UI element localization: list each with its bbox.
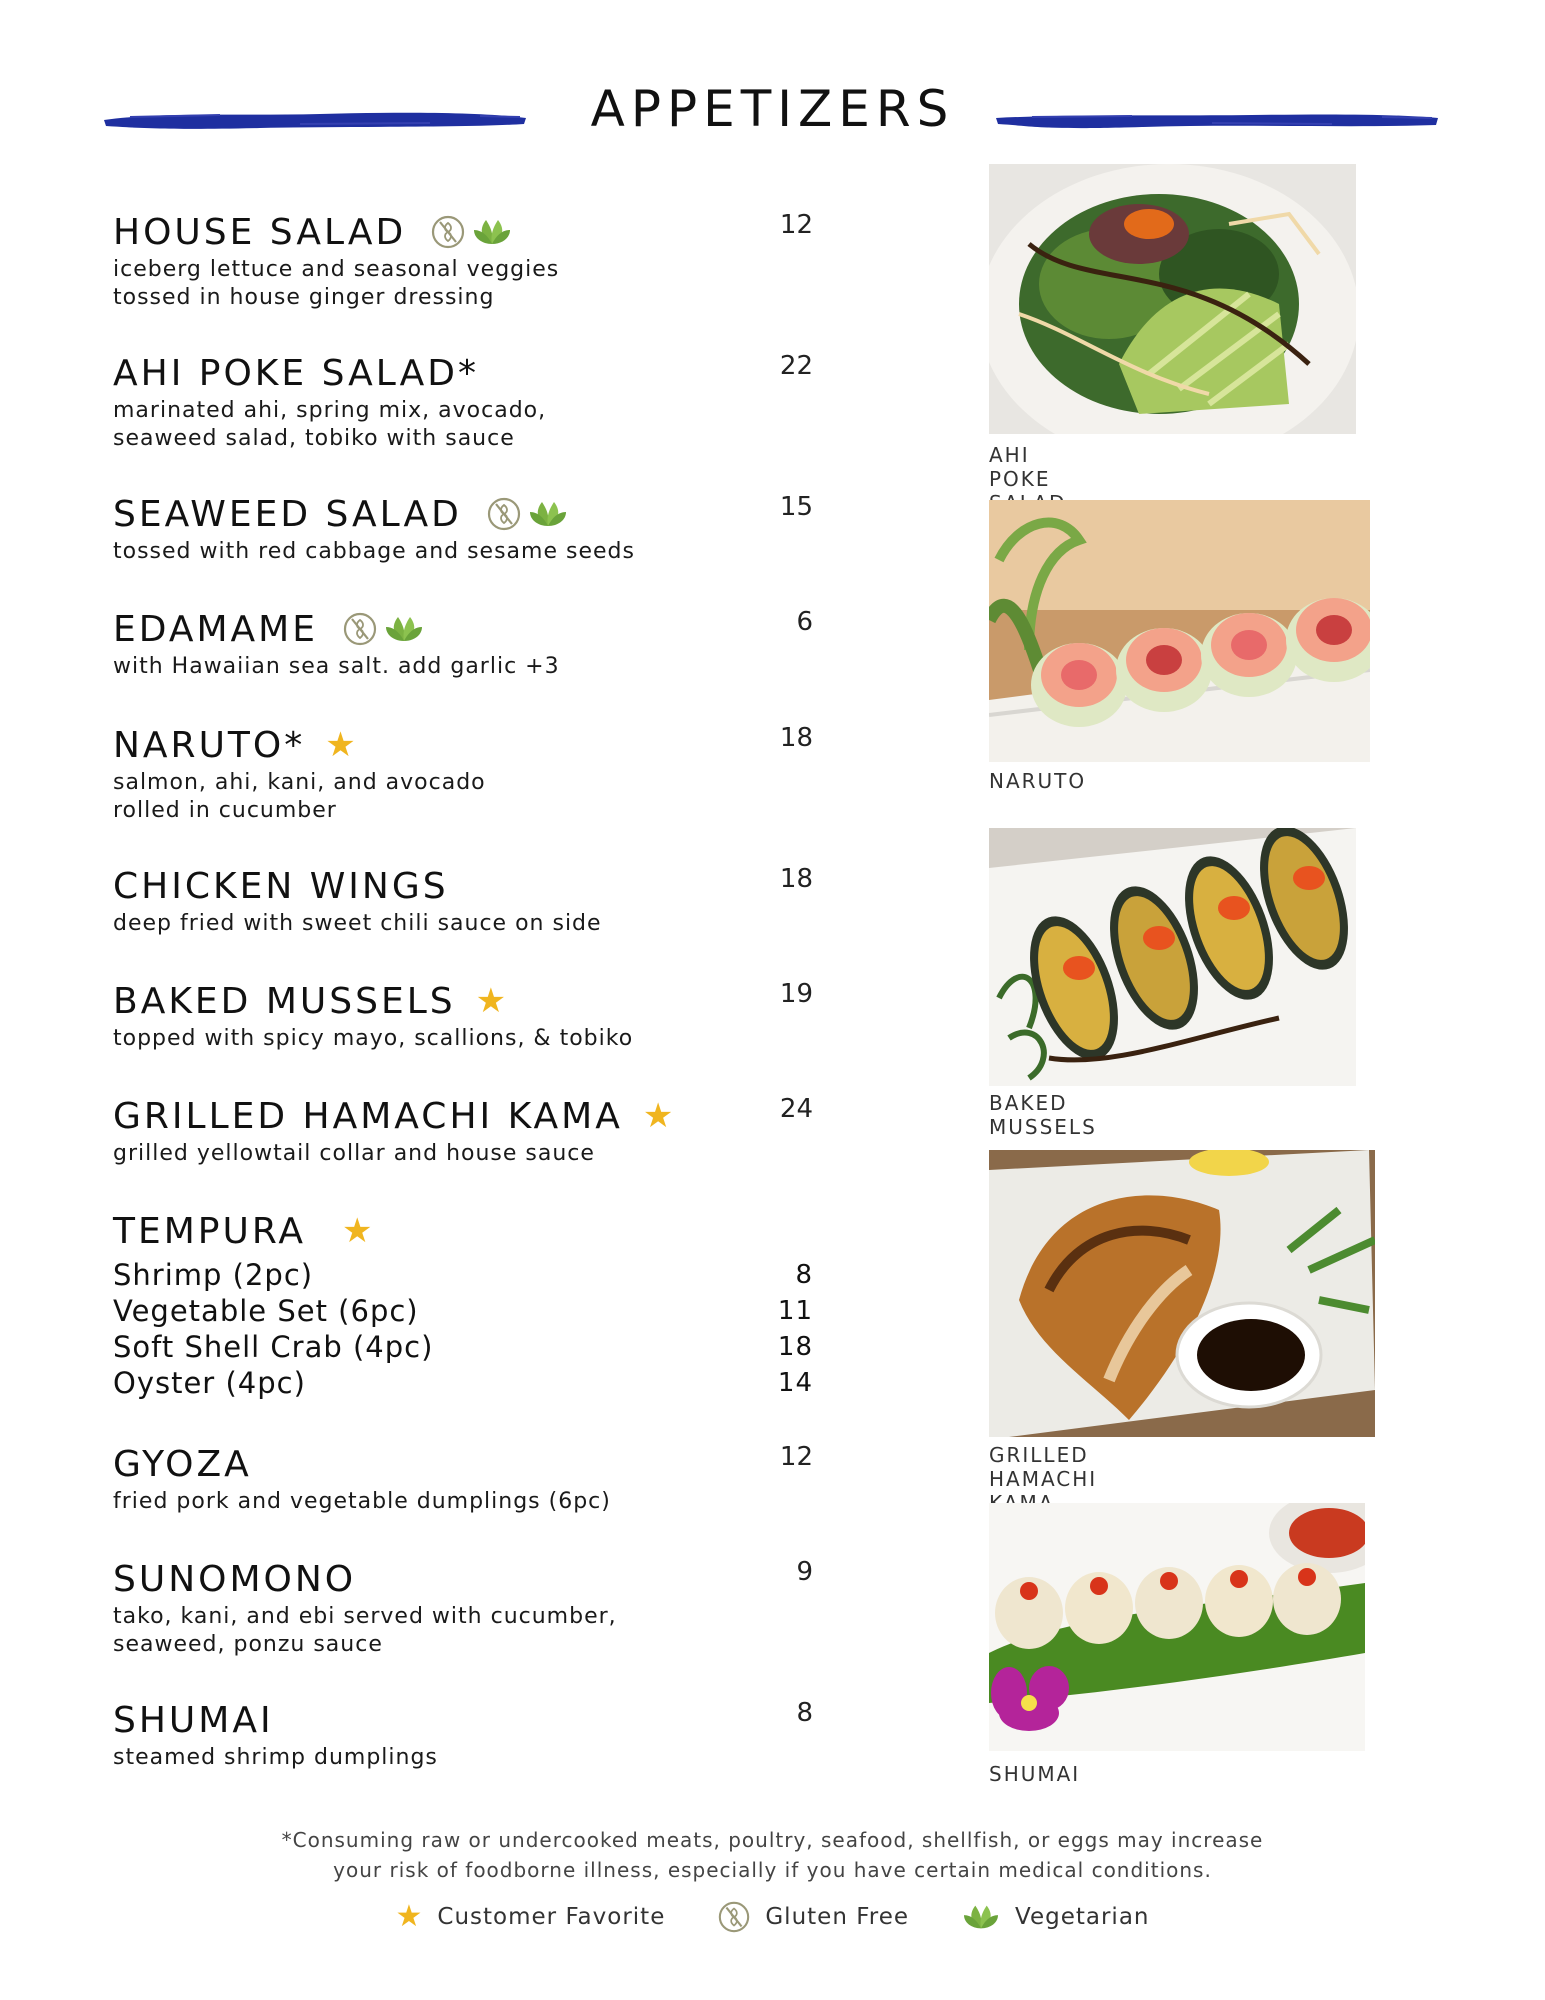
grilled-hamachi-kama-photo	[989, 1150, 1375, 1437]
item-description	[113, 769, 813, 825]
item-name: GRILLED HAMACHI KAMA	[113, 1095, 623, 1137]
item-description	[113, 910, 813, 938]
option-price: 11	[777, 1296, 813, 1326]
photo-caption: GRILLED HAMACHI	[989, 1443, 1098, 1491]
health-disclaimer	[0, 1825, 1545, 1885]
item-name: SEAWEED SALAD	[113, 493, 462, 535]
legend	[0, 1900, 1545, 1934]
desc-line: rolled in cucumber	[113, 798, 337, 823]
item-description	[113, 1025, 813, 1053]
option-price: 18	[777, 1332, 813, 1362]
tempura-option	[113, 1257, 813, 1293]
tempura-option	[113, 1293, 813, 1329]
tempura-options	[113, 1257, 813, 1401]
item-name: HOUSE SALAD	[113, 211, 407, 253]
desc-line: topped with spicy mayo, scallions, & tobiko	[113, 1026, 634, 1051]
ahi-poke-salad-photo	[989, 164, 1356, 434]
gluten-free-icon	[342, 611, 378, 647]
favorite-star-icon: ★	[325, 725, 356, 765]
favorite-star-icon: ★	[642, 1096, 674, 1136]
option-label: Vegetable Set (6pc)	[113, 1294, 419, 1328]
legend-label: Customer Favorite	[437, 1904, 666, 1930]
legend-favorite	[395, 1899, 666, 1934]
item-name: TEMPURA	[113, 1210, 307, 1252]
vegetarian-leaf-icon	[961, 1900, 1001, 1934]
tempura-option	[113, 1329, 813, 1365]
menu-item-tempura	[113, 1209, 813, 1401]
page-header	[0, 70, 1545, 160]
vegetarian-leaf-icon	[530, 496, 566, 532]
item-name: CHICKEN WINGS	[113, 865, 449, 907]
item-price: 18	[779, 723, 813, 753]
desc-line: tossed with red cabbage and sesame seeds	[113, 539, 635, 564]
menu-item-chicken-wings	[113, 864, 813, 938]
vegetarian-leaf-icon	[386, 611, 422, 647]
desc-line: steamed shrimp dumplings	[113, 1745, 438, 1770]
gluten-free-icon	[486, 496, 522, 532]
item-price: 12	[779, 1442, 813, 1472]
desc-line: tako, kani, and ebi served with cucumber,	[113, 1604, 617, 1629]
menu-item-house-salad	[113, 210, 813, 312]
item-description	[113, 653, 813, 681]
desc-line: grilled yellowtail collar and house sauce	[113, 1141, 595, 1166]
blue-brushstroke-right	[992, 108, 1442, 132]
item-name: SUNOMONO	[113, 1558, 357, 1600]
legend-label: Vegetarian	[1015, 1904, 1150, 1930]
option-price: 8	[795, 1260, 813, 1290]
item-price: 12	[779, 210, 813, 240]
menu-item-sunomono	[113, 1557, 813, 1659]
item-name: SHUMAI	[113, 1699, 274, 1741]
item-name: GYOZA	[113, 1443, 252, 1485]
menu-item-ahi-poke-salad	[113, 351, 813, 453]
photo-caption: AHI POKE	[989, 443, 1051, 491]
item-price: 22	[779, 351, 813, 381]
legend-gluten-free	[717, 1900, 909, 1934]
item-price: 8	[796, 1698, 813, 1728]
disclaimer-line: *Consuming raw or undercooked meats, poultry, seafood, shellfish, or eggs may increase	[281, 1828, 1264, 1852]
option-label: Soft Shell Crab (4pc)	[113, 1330, 434, 1364]
desc-line: marinated ahi, spring mix, avocado,	[113, 398, 547, 423]
item-description	[113, 1744, 813, 1772]
baked-mussels-photo	[989, 828, 1356, 1086]
menu-item-seaweed-salad	[113, 492, 813, 566]
desc-line: deep fried with sweet chili sauce on side	[113, 911, 602, 936]
desc-line: tossed in house ginger dressing	[113, 285, 495, 310]
menu-item-naruto	[113, 723, 813, 825]
item-description	[113, 1488, 813, 1516]
item-description	[113, 538, 813, 566]
item-price: 24	[779, 1094, 813, 1124]
menu-item-gyoza	[113, 1442, 813, 1516]
photo-caption: BAKED MUSSELS	[989, 1091, 1097, 1139]
item-price: 18	[779, 864, 813, 894]
naruto-photo	[989, 500, 1370, 762]
desc-line: with Hawaiian sea salt. add garlic +3	[113, 654, 560, 679]
vegetarian-leaf-icon	[474, 214, 510, 250]
item-name: AHI POKE SALAD*	[113, 352, 479, 394]
menu-item-grilled-hamachi-kama	[113, 1094, 813, 1168]
item-name: EDAMAME	[113, 608, 318, 650]
tempura-option	[113, 1365, 813, 1401]
gluten-free-icon	[717, 1900, 751, 1934]
item-description	[113, 256, 813, 312]
item-price: 9	[796, 1557, 813, 1587]
item-description	[113, 1603, 813, 1659]
legend-vegetarian	[961, 1900, 1149, 1934]
gluten-free-icon	[430, 214, 466, 250]
desc-line: salmon, ahi, kani, and avocado	[113, 770, 486, 795]
favorite-star-icon: ★	[475, 981, 507, 1021]
option-label: Oyster (4pc)	[113, 1366, 306, 1400]
menu-item-edamame	[113, 607, 813, 681]
desc-line: seaweed, ponzu sauce	[113, 1632, 383, 1657]
disclaimer-line: your risk of foodborne illness, especially if you have certain medical conditions.	[333, 1858, 1212, 1882]
desc-line: fried pork and vegetable dumplings (6pc)	[113, 1489, 611, 1514]
item-price: 6	[796, 607, 813, 637]
desc-line: iceberg lettuce and seasonal veggies	[113, 257, 560, 282]
item-name: NARUTO*	[113, 724, 306, 766]
star-icon: ★	[395, 1899, 424, 1934]
item-name: BAKED MUSSELS	[113, 980, 456, 1022]
item-price: 15	[779, 492, 813, 522]
item-price: 19	[779, 979, 813, 1009]
page-title: APPETIZERS	[590, 80, 955, 138]
menu-item-baked-mussels	[113, 979, 813, 1053]
menu-item-shumai	[113, 1698, 813, 1772]
item-description	[113, 397, 813, 453]
photo-caption: SHUMAI	[989, 1762, 1081, 1786]
legend-label: Gluten Free	[765, 1904, 910, 1930]
favorite-star-icon: ★	[342, 1211, 373, 1251]
option-price: 14	[777, 1368, 813, 1398]
option-label: Shrimp (2pc)	[113, 1258, 314, 1292]
shumai-photo	[989, 1503, 1365, 1751]
item-description	[113, 1140, 813, 1168]
photo-caption: NARUTO	[989, 769, 1087, 793]
desc-line: seaweed salad, tobiko with sauce	[113, 426, 515, 451]
